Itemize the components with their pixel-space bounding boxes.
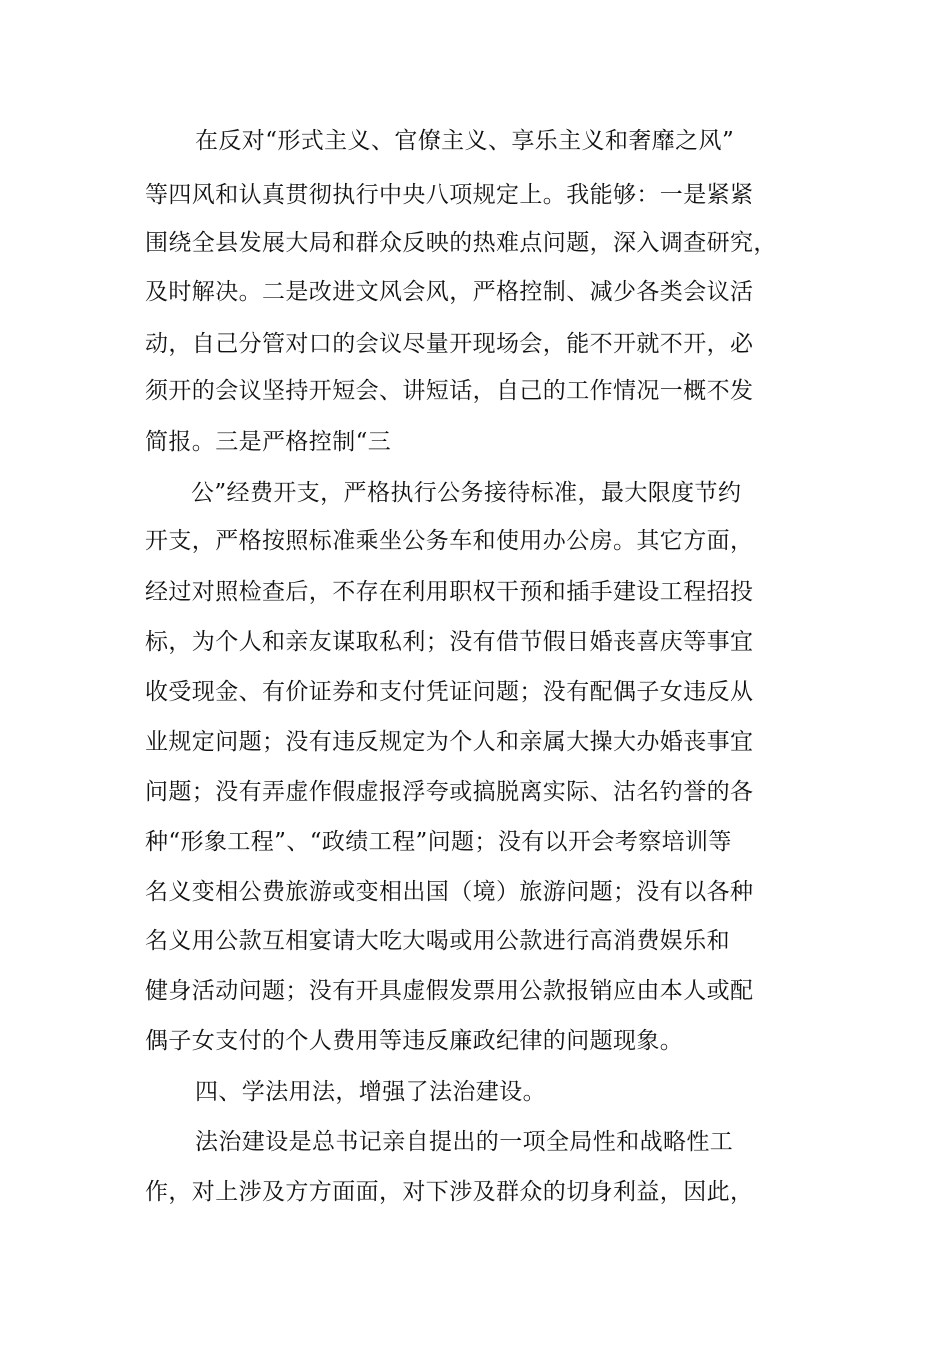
text-line: 健身活动问题；没有开具虚假发票用公款报销应由本人或配 [145,978,754,1004]
text-line: 偶子女支付的个人费用等违反廉政纪律的问题现象。 [145,1028,684,1054]
text-line: 等四风和认真贯彻执行中央八项规定上。我能够：一是紧紧 [145,182,754,208]
text-line: 开支，严格按照标准乘坐公务车和使用办公房。其它方面， [145,528,754,554]
text-line: 动，自己分管对口的会议尽量开现场会，能不开就不开，必 [145,331,754,357]
text-line: 业规定问题；没有违反规定为个人和亲属大操大办婚丧事宜 [145,729,754,755]
text-line: 问题；没有弄虚作假虚报浮夸或搞脱离实际、沽名钓誉的各 [145,779,754,805]
text-line: 法治建设是总书记亲自提出的一项全局性和战略性工 [195,1129,734,1155]
text-line: 简报。三是严格控制“三 [145,429,392,455]
text-line: 在反对“形式主义、官僚主义、享乐主义和奢靡之风” [195,128,735,154]
text-line: 收受现金、有价证券和支付凭证问题；没有配偶子女违反从 [145,679,754,705]
text-line: 作，对上涉及方方面面，对下涉及群众的切身利益，因此， [145,1179,754,1205]
text-line: 种“形象工程”、“政绩工程”问题；没有以开会考察培训等 [145,829,732,855]
text-line: 名义用公款互相宴请大吃大喝或用公款进行高消费娱乐和 [145,928,730,954]
section-heading: 四、学法用法，增强了法治建设。 [195,1079,546,1105]
text-line: 公”经费开支，严格执行公务接待标准，最大限度节约 [191,480,742,506]
text-line: 须开的会议坚持开短会、讲短话，自己的工作情况一概不发 [145,378,754,404]
text-line: 名义变相公费旅游或变相出国（境）旅游问题；没有以各种 [145,879,754,905]
text-line: 经过对照检查后，不存在利用职权干预和插手建设工程招投 [145,579,754,605]
text-line: 围绕全县发展大局和群众反映的热难点问题，深入调查研究， [145,230,777,256]
text-line: 标，为个人和亲友谋取私利；没有借节假日婚丧喜庆等事宜 [145,629,754,655]
text-line: 及时解决。二是改进文风会风，严格控制、减少各类会议活 [145,279,754,305]
